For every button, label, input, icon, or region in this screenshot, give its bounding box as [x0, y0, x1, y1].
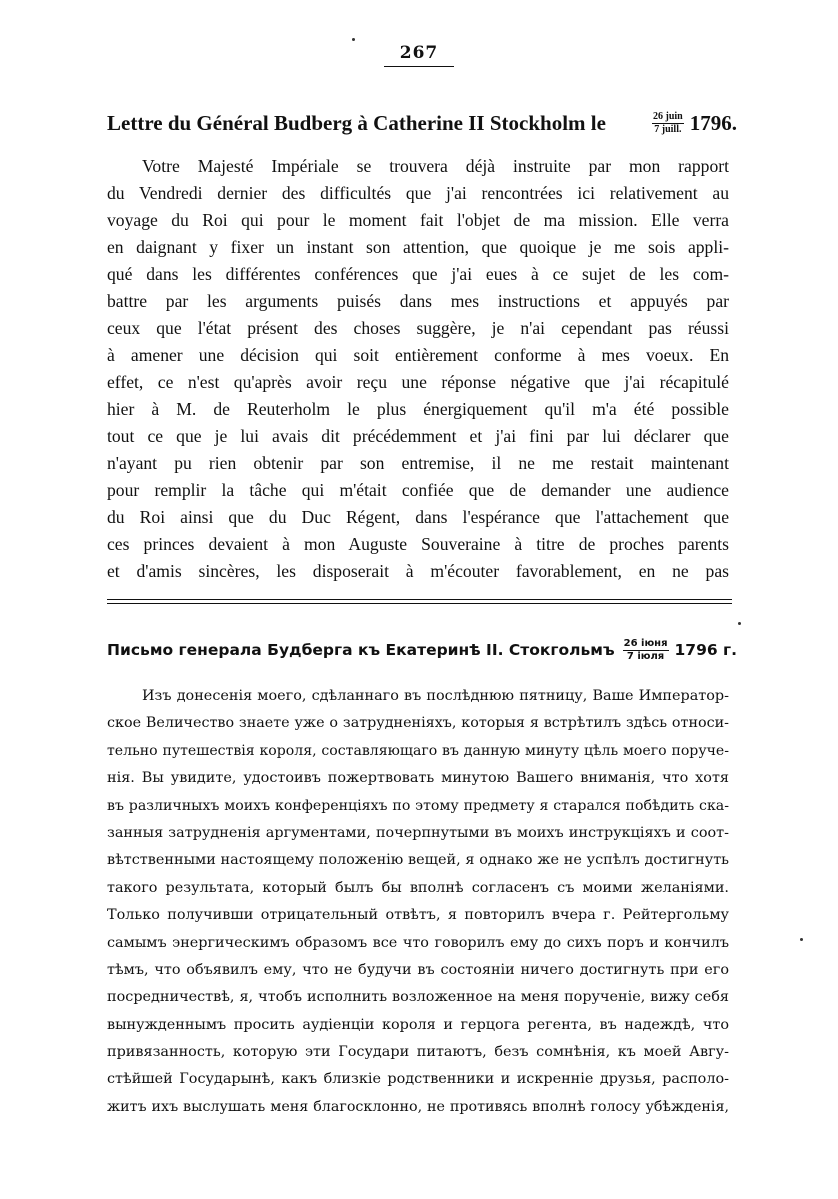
text-line: du Roi ainsi que du Duc Régent, dans l'espérance que l'attachement que: [107, 507, 729, 527]
text-line: нія. Вы увидите, удостоивъ пожертвовать минутою Вашего вниманія, что хотя: [107, 770, 729, 787]
text-line: самымъ энергическимъ образомъ все что говорилъ ему до сихъ поръ и кончилъ: [107, 934, 729, 951]
russian-date-bottom: 7 іюля: [626, 650, 665, 662]
text-line: voyage du Roi qui pour le moment fait l'objet de ma mission. Elle verra: [107, 210, 729, 230]
text-line: тельно путешествія короля, составляющаго въ данную минуту цѣль моего поруче-: [107, 742, 729, 759]
french-date-fraction: [652, 112, 684, 135]
russian-letter-title: [107, 632, 737, 668]
text-line: вѣтственными настоящему положенію вещей, я однако же не успѣлъ достигнуть: [107, 852, 729, 869]
text-line: du Vendredi dernier des difficultés que j'ai rencontrées ici relativement au: [107, 183, 729, 203]
russian-date-top: 26 іюня: [623, 637, 668, 649]
scan-speck: [738, 622, 741, 625]
text-line: привязанность, которую эти Государи питаютъ, безъ сомнѣнія, къ моей Авгу-: [107, 1044, 729, 1061]
text-line: Изъ донесенія моего, сдѣланнаго въ послѣднюю пятницу, Ваше Император-: [142, 688, 729, 704]
russian-title-text: Письмо генерала Будберга къ Екатеринѣ II. Стокгольмъ: [107, 641, 615, 659]
text-line: тѣмъ, что объявилъ ему, что не будучи въ состояніи ничего достигнуть при его: [107, 961, 729, 978]
text-line: такого результата, который былъ бы вполнѣ согласенъ съ моими желаніями.: [107, 879, 729, 896]
text-line: ces princes devaient à mon Auguste Souveraine à titre de proches parents: [107, 534, 729, 554]
text-line: занныя затрудненія аргументами, почерпнутыми въ моихъ инструкціяхъ и соот-: [107, 824, 729, 841]
russian-title-year: 1796 г.: [674, 641, 738, 659]
french-title-text: Lettre du Général Budberg à Catherine II Stockholm le: [107, 110, 606, 135]
russian-letter-body: [107, 683, 729, 1121]
scan-speck: [352, 38, 355, 41]
text-line: tout ce que je lui avais dit précédemment et j'ai fini par lui déclarer que: [107, 426, 729, 446]
text-line: hier à M. de Reuterholm le plus énergiquement qu'il m'a été possible: [107, 399, 729, 419]
text-line: посредничествѣ, я, чтобъ исполнить возложенное на меня порученіе, вижу себя: [107, 989, 729, 1006]
french-date-bottom: 7 juill.: [654, 123, 682, 135]
scan-speck: [800, 938, 803, 941]
text-line: qué dans les différentes conférences que j'ai eues à ce sujet de les com-: [107, 264, 729, 284]
text-line: n'ayant pu rien obtenir par son entremise, il ne me restait maintenant: [107, 453, 729, 473]
page-number-rule: [384, 66, 454, 67]
text-line: à amener une décision qui soit entièrement conforme à mes voeux. En: [107, 345, 729, 365]
french-date-top: 26 juin: [653, 110, 683, 122]
text-line: ское Величество знаете уже о затрудненіяхъ, которыя я встрѣтилъ здѣсь относи-: [107, 715, 729, 732]
text-line: pour remplir la tâche qui m'était confiée que de demander une audience: [107, 480, 729, 500]
text-line: вынужденнымъ просить аудіенціи короля и герцога регента, въ надеждѣ, что: [107, 1016, 729, 1033]
text-line: battre par les arguments puisés dans mes instructions et appuyés par: [107, 291, 729, 311]
text-line: Votre Majesté Impériale se trouvera déjà instruite par mon rapport: [142, 156, 729, 176]
section-separator: [107, 599, 732, 604]
text-line: ceux que l'état présent des choses suggère, je n'ai cependant pas réussi: [107, 318, 729, 338]
text-line: Только получивши отрицательный отвѣтъ, я повторилъ вчера г. Рейтергольму: [107, 907, 729, 924]
french-title-year: 1796.: [689, 110, 737, 135]
french-letter-title: [107, 105, 737, 141]
text-line: стѣйшей Государынѣ, какъ близкіе родственники и искренніе друзья, располо-: [107, 1071, 729, 1088]
text-line: effet, ce n'est qu'après avoir reçu une réponse négative que j'ai récapitulé: [107, 372, 729, 392]
page-number: 267: [399, 43, 439, 63]
text-line: et d'amis sincères, les disposerait à m'écouter favorablement, en ne pas: [107, 561, 729, 581]
french-letter-body: [107, 153, 729, 585]
text-line: житъ ихъ выслушать меня благосклонно, не противясь вполнѣ голосу убѣжденія,: [107, 1098, 729, 1115]
text-line: en daignant y fixer un instant son attention, que quoique je me sois appli-: [107, 237, 729, 257]
text-line: въ различныхъ моихъ конференціяхъ по этому предмету я старался побѣдить ска-: [107, 797, 729, 814]
russian-date-fraction: [623, 639, 669, 662]
